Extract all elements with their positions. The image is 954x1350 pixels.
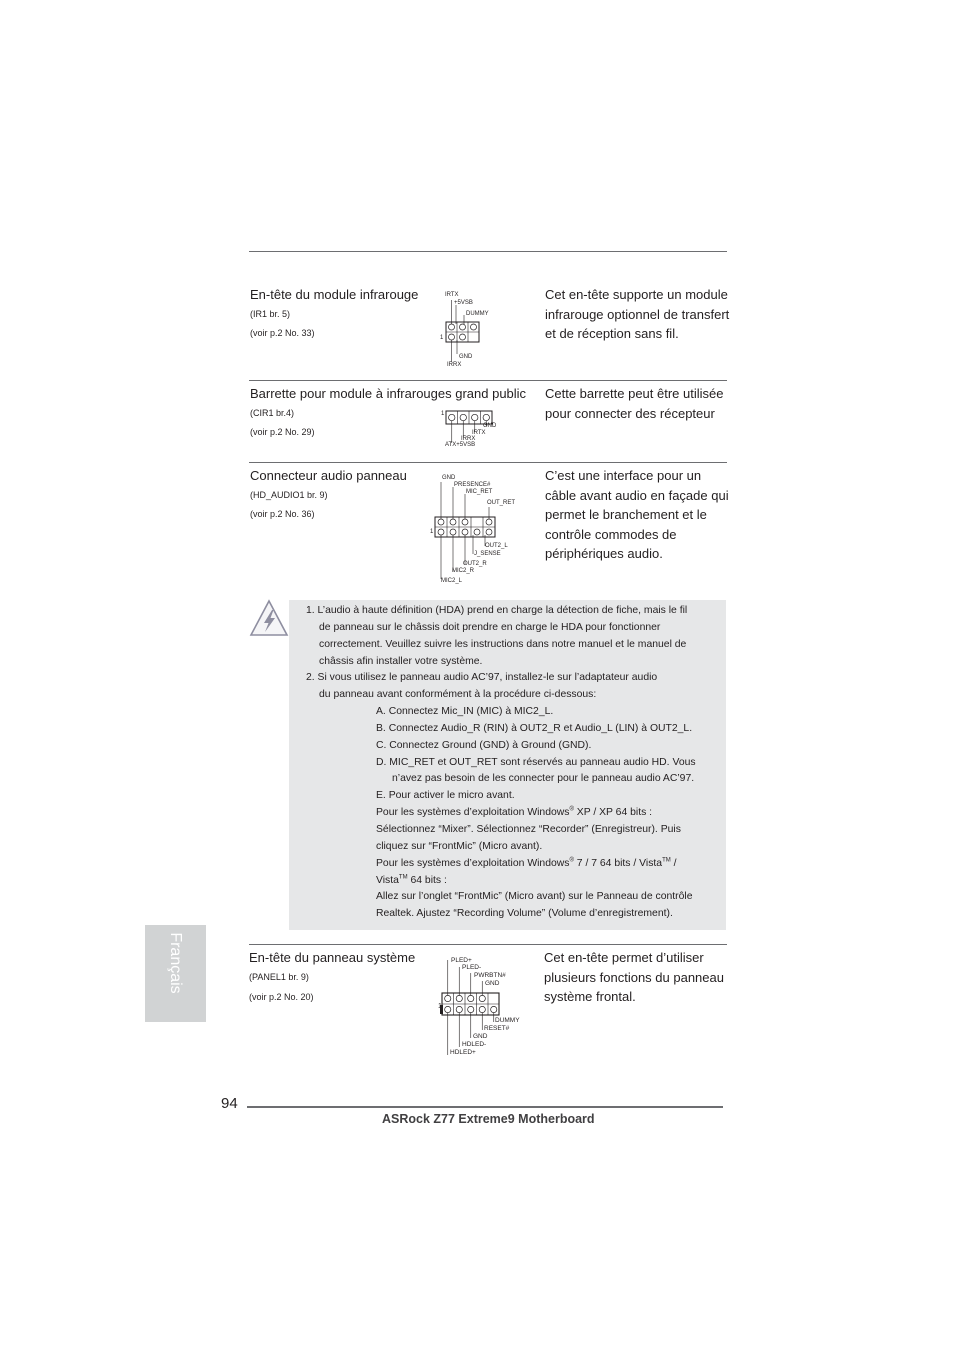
page-number: 94: [221, 1095, 238, 1112]
section-description: C’est une interface pour un câble avant audio en façade qui permet le branchement et le contrôle commodes de périphériques audio.: [545, 468, 729, 561]
pin-label: PLED+: [451, 957, 472, 964]
ir-connector-drawing: [438, 290, 508, 370]
section-divider: [249, 380, 727, 381]
pin-count: (CIR1 br.4): [250, 408, 295, 418]
pin-label: GND: [473, 1033, 488, 1040]
page-reference: (voir p.2 No. 29): [250, 427, 315, 437]
section-description: Cet en-tête supporte un module infrarouge optionnel de transfert et de réception sans fil.: [545, 287, 730, 341]
pin-count: (IR1 br. 5): [250, 309, 291, 319]
section-description: Cette barrette peut être utilisée pour connecter des récepteur: [545, 386, 724, 421]
pin-label: HDLED-: [462, 1041, 487, 1048]
pin-label: IRRX: [447, 362, 462, 368]
section-title: En-tête du panneau système: [249, 950, 416, 965]
section-title: En-tête du module infrarouge: [250, 287, 419, 302]
pin-label: DUMMY: [466, 311, 489, 317]
pin-label: MIC_RET: [466, 489, 493, 495]
pin-label: GND: [442, 475, 456, 481]
pin-label: 1: [438, 1003, 442, 1010]
pin-label: HDLED+: [450, 1049, 476, 1056]
pin-label: 1: [440, 335, 444, 341]
section-divider: [249, 462, 727, 463]
pin-count: (PANEL1 br. 9): [249, 972, 309, 982]
pin-label: PRESENCE#: [454, 482, 491, 488]
pin-label: OUT2_L: [485, 543, 508, 549]
pin-label: DUMMY: [495, 1017, 520, 1024]
section-title: Connecteur audio panneau: [250, 468, 407, 483]
pin-label: +5VSB: [454, 300, 473, 306]
page-reference: (voir p.2 No. 20): [249, 992, 314, 1002]
section-divider: [249, 944, 727, 945]
pin-label: PWRBTN#: [474, 972, 506, 979]
pin-label: 1: [441, 411, 445, 417]
pin-label: RESET#: [484, 1025, 510, 1032]
pin-label: PLED-: [462, 964, 482, 971]
page-reference: (voir p.2 No. 36): [250, 509, 315, 519]
pin-label: IRRX: [461, 436, 476, 442]
top-rule: [249, 251, 727, 252]
footer-rule: [247, 1106, 723, 1108]
language-label: Français: [167, 932, 184, 994]
warning-triangle-icon: [248, 598, 290, 640]
pin-label: OUT2_R: [463, 561, 487, 567]
note-text: 1. L’audio à haute définition (HDA) prend en charge la détection de fiche, mais le fil de panneau sur le châssis doit prendre en charge le HDA pour fonctionner correctement. Veuillez suivre les instructions dans notre manuel et le manuel de châssis afin installer votre système. 2. Si vous utilisez le panneau audio AC’97, installez-le sur l’adaptateur audio du panneau avant conformément à la procédure ci-dessous: A. Connectez Mic_IN (MIC) à MIC2_L. B. Connectez Audio_R (RIN) à OUT2_R et Audio_L (LIN) à OUT2_L. C. Connectez Ground (GND) à Ground (GND). D. MIC_RET et OUT_RET sont réservés au panneau audio HD. Vous n’avez pas besoin de les connecter pour le panneau audio AC’97. E. Pour activer le micro avant. Pour les systèmes d’exploitation Windows® XP / XP 64 bits : Sélectionnez “Mixer”. Sélectionnez “Recorder” (Enregistreur). Puis cliquez sur “FrontMic” (Micro avant). Pour les systèmes d’exploitation Windows® 7 / 7 64 bits / Vista™ / Vista™ 64 bits : Allez sur l’onglet “FrontMic” (Micro avant) sur le Panneau de contrôle Realtek. Ajustez “Recording Volume” (Volume d’enregistrement).: [306, 605, 696, 920]
pin-label: MIC2_R: [452, 568, 475, 574]
pin-label: IRTX: [472, 430, 486, 436]
pin-label: 1: [430, 529, 434, 535]
pin-label: GND: [485, 980, 500, 987]
pin-label: J_SENSE: [474, 551, 501, 557]
pin-label: GND: [483, 423, 497, 429]
pin-label: GND: [459, 354, 473, 360]
section-description: Cet en-tête permet d’utiliser plusieurs fonctions du panneau système frontal.: [544, 950, 724, 1004]
pin-label: OUT_RET: [487, 500, 516, 506]
page-reference: (voir p.2 No. 33): [250, 328, 315, 338]
pin-count: (HD_AUDIO1 br. 9): [250, 490, 328, 500]
pin-label: ATX+5VSB: [445, 442, 476, 448]
section-title: Barrette pour module à infrarouges grand public: [250, 386, 527, 401]
footer-title: ASRock Z77 Extreme9 Motherboard: [382, 1112, 595, 1126]
pin-label: IRTX: [445, 292, 459, 298]
pin-label: MIC2_L: [441, 578, 463, 584]
